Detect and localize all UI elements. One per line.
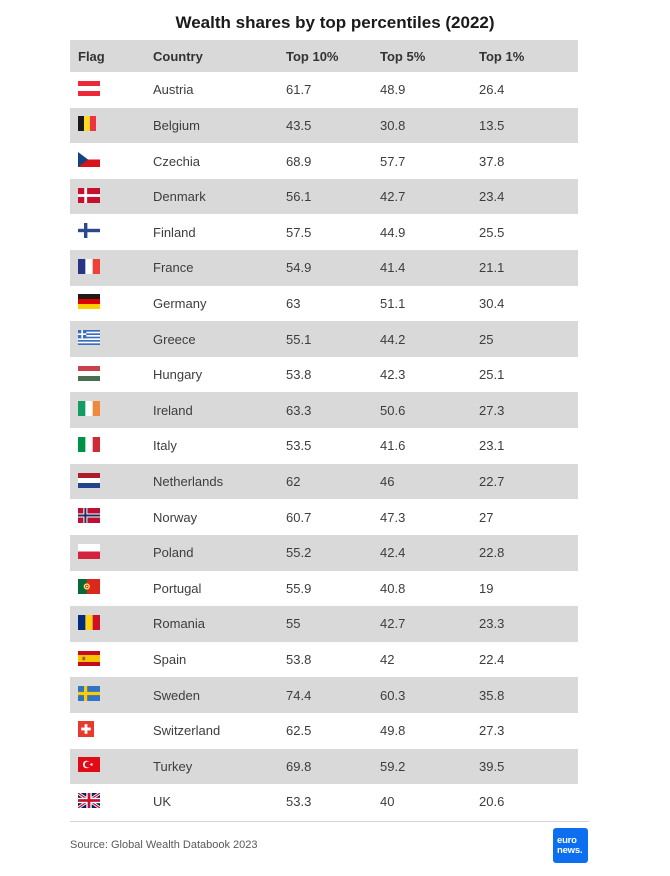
top5-cell: 42.4 <box>380 545 406 561</box>
top5-cell: 42.7 <box>380 189 406 205</box>
top1-cell: 30.4 <box>479 295 505 311</box>
top5-cell: 48.9 <box>380 82 406 98</box>
top10-cell: 55 <box>286 616 301 632</box>
country-cell: Belgium <box>153 117 200 133</box>
euronews-logo-line1: euro <box>557 835 577 846</box>
top1-cell: 22.4 <box>479 652 505 668</box>
flag-cell <box>70 615 153 633</box>
top1-cell: 26.4 <box>479 82 505 98</box>
top5-cell: 44.9 <box>380 224 406 240</box>
country-cell: Sweden <box>153 687 200 703</box>
country-cell: Czechia <box>153 153 200 169</box>
france-flag <box>78 259 100 274</box>
flag-cell <box>70 259 153 277</box>
top1-cell: 35.8 <box>479 687 505 703</box>
country-cell: Norway <box>153 509 198 525</box>
country-cell: Hungary <box>153 367 203 383</box>
country-cell: Portugal <box>153 580 202 596</box>
top10-cell: 43.5 <box>286 117 312 133</box>
flag-cell <box>70 116 153 134</box>
flag-cell <box>70 579 153 597</box>
top10-cell: 57.5 <box>286 224 312 240</box>
top1-cell: 25.5 <box>479 224 505 240</box>
top1-cell: 27 <box>479 509 494 525</box>
country-cell: Romania <box>153 616 206 632</box>
country-cell: Italy <box>153 438 177 454</box>
flag-cell <box>70 437 153 455</box>
top10-cell: 60.7 <box>286 509 312 525</box>
table-row <box>70 143 578 179</box>
greece-flag <box>78 330 100 345</box>
switzerland-flag <box>78 721 94 737</box>
source-note: Source: Global Wealth Databook 2023 <box>70 839 258 851</box>
flag-cell <box>70 81 153 99</box>
flag-cell <box>70 721 153 740</box>
table-row <box>70 286 578 322</box>
flag-cell <box>70 188 153 206</box>
top5-cell: 59.2 <box>380 758 406 774</box>
austria-flag <box>78 81 100 96</box>
top1-cell: 23.4 <box>479 189 505 205</box>
country-cell: Switzerland <box>153 723 221 739</box>
table-body <box>70 72 578 820</box>
country-cell: Finland <box>153 224 196 240</box>
flag-cell <box>70 294 153 312</box>
table-row <box>70 250 578 286</box>
chart-title: Wealth shares by top percentiles (2022) <box>175 13 495 32</box>
norway-flag <box>78 508 100 523</box>
top10-cell: 56.1 <box>286 189 312 205</box>
table-row <box>70 464 578 500</box>
country-cell: Netherlands <box>153 474 224 489</box>
top10-cell: 62 <box>286 474 301 489</box>
flag-cell <box>70 793 153 811</box>
czechia-flag <box>78 152 100 167</box>
flag-cell <box>70 508 153 526</box>
top10-cell: 54.9 <box>286 260 312 276</box>
country-cell: Germany <box>153 295 207 311</box>
table-row <box>70 642 578 678</box>
country-cell: Spain <box>153 652 187 668</box>
top5-cell: 46 <box>380 474 395 489</box>
top10-cell: 68.9 <box>286 153 312 169</box>
spain-flag <box>78 651 100 666</box>
country-cell: Turkey <box>153 758 193 774</box>
top10-cell: 53.3 <box>286 794 312 810</box>
column-header-top5: Top 5% <box>380 48 426 64</box>
table-row <box>70 321 578 357</box>
top5-cell: 42.7 <box>380 616 406 632</box>
top5-cell: 40.8 <box>380 580 406 596</box>
country-cell: France <box>153 260 194 276</box>
top1-cell: 25.1 <box>479 367 505 383</box>
top10-cell: 53.8 <box>286 652 312 668</box>
euronews-logo-line2: news. <box>557 844 583 856</box>
country-cell: UK <box>153 794 172 810</box>
country-cell: Austria <box>153 82 194 98</box>
column-header-top10: Top 10% <box>286 48 339 64</box>
portugal-flag <box>78 579 100 594</box>
country-cell: Denmark <box>153 189 206 205</box>
top1-cell: 20.6 <box>479 794 505 810</box>
wealth-table <box>70 40 578 820</box>
top10-cell: 55.9 <box>286 580 312 596</box>
top1-cell: 19 <box>479 580 494 596</box>
top5-cell: 49.8 <box>380 723 406 739</box>
top10-cell: 62.5 <box>286 723 312 739</box>
top5-cell: 60.3 <box>380 687 406 703</box>
table-row <box>70 357 578 393</box>
germany-flag <box>78 294 100 309</box>
top10-cell: 53.8 <box>286 367 312 383</box>
table-row <box>70 108 578 144</box>
top5-cell: 42.3 <box>380 367 406 383</box>
flag-cell <box>70 651 153 669</box>
table-header-row <box>70 40 578 72</box>
top1-cell: 13.5 <box>479 117 505 133</box>
top5-cell: 40 <box>380 794 395 810</box>
uk-flag <box>78 793 100 808</box>
top1-cell: 22.8 <box>479 545 505 561</box>
top10-cell: 53.5 <box>286 438 312 454</box>
top5-cell: 50.6 <box>380 402 406 418</box>
denmark-flag <box>78 188 100 203</box>
top1-cell: 22.7 <box>479 474 505 489</box>
top5-cell: 44.2 <box>380 331 406 347</box>
top5-cell: 30.8 <box>380 117 406 133</box>
ireland-flag <box>78 401 100 416</box>
flag-cell <box>70 330 153 348</box>
column-header-flag: Flag <box>78 48 105 64</box>
top1-cell: 27.3 <box>479 723 505 739</box>
table-row <box>70 179 578 215</box>
table-row <box>70 214 578 250</box>
top5-cell: 41.4 <box>380 260 406 276</box>
footer-divider <box>70 821 589 822</box>
flag-cell <box>70 366 153 384</box>
top1-cell: 39.5 <box>479 758 505 774</box>
table-row <box>70 499 578 535</box>
top1-cell: 37.8 <box>479 153 505 169</box>
top5-cell: 47.3 <box>380 509 406 525</box>
top1-cell: 23.1 <box>479 438 505 454</box>
top5-cell: 57.7 <box>380 153 406 169</box>
table-row <box>70 571 578 607</box>
top10-cell: 63.3 <box>286 402 312 418</box>
flag-cell <box>70 757 153 775</box>
flag-cell <box>70 473 153 491</box>
hungary-flag <box>78 366 100 381</box>
top1-cell: 27.3 <box>479 402 505 418</box>
flag-cell <box>70 401 153 419</box>
sweden-flag <box>78 686 100 701</box>
top5-cell: 42 <box>380 652 395 668</box>
poland-flag <box>78 544 100 559</box>
top10-cell: 69.8 <box>286 758 312 774</box>
top10-cell: 55.1 <box>286 331 312 347</box>
top5-cell: 51.1 <box>380 295 406 311</box>
top1-cell: 23.3 <box>479 616 505 632</box>
country-cell: Poland <box>153 545 194 561</box>
top1-cell: 21.1 <box>479 260 505 276</box>
table-row <box>70 535 578 571</box>
romania-flag <box>78 615 100 630</box>
top10-cell: 55.2 <box>286 545 312 561</box>
top10-cell: 74.4 <box>286 687 312 703</box>
flag-cell <box>70 686 153 704</box>
country-cell: Greece <box>153 331 196 347</box>
belgium-flag <box>78 116 96 131</box>
top1-cell: 25 <box>479 331 494 347</box>
netherlands-flag <box>78 473 100 488</box>
table-row <box>70 392 578 428</box>
table-row <box>70 677 578 713</box>
column-header-top1: Top 1% <box>479 48 525 64</box>
italy-flag <box>78 437 100 452</box>
column-header-country: Country <box>153 48 203 64</box>
table-row <box>70 713 578 749</box>
top5-cell: 41.6 <box>380 438 406 454</box>
table-row <box>70 784 578 820</box>
table-row <box>70 72 578 108</box>
euronews-logo <box>553 828 588 863</box>
country-cell: Ireland <box>153 402 193 418</box>
turkey-flag <box>78 757 100 772</box>
top10-cell: 61.7 <box>286 82 312 98</box>
table-row <box>70 428 578 464</box>
flag-cell <box>70 223 153 241</box>
flag-cell <box>70 544 153 562</box>
table-row <box>70 749 578 785</box>
flag-cell <box>70 152 153 170</box>
top10-cell: 63 <box>286 295 301 311</box>
table-row <box>70 606 578 642</box>
finland-flag <box>78 223 100 238</box>
